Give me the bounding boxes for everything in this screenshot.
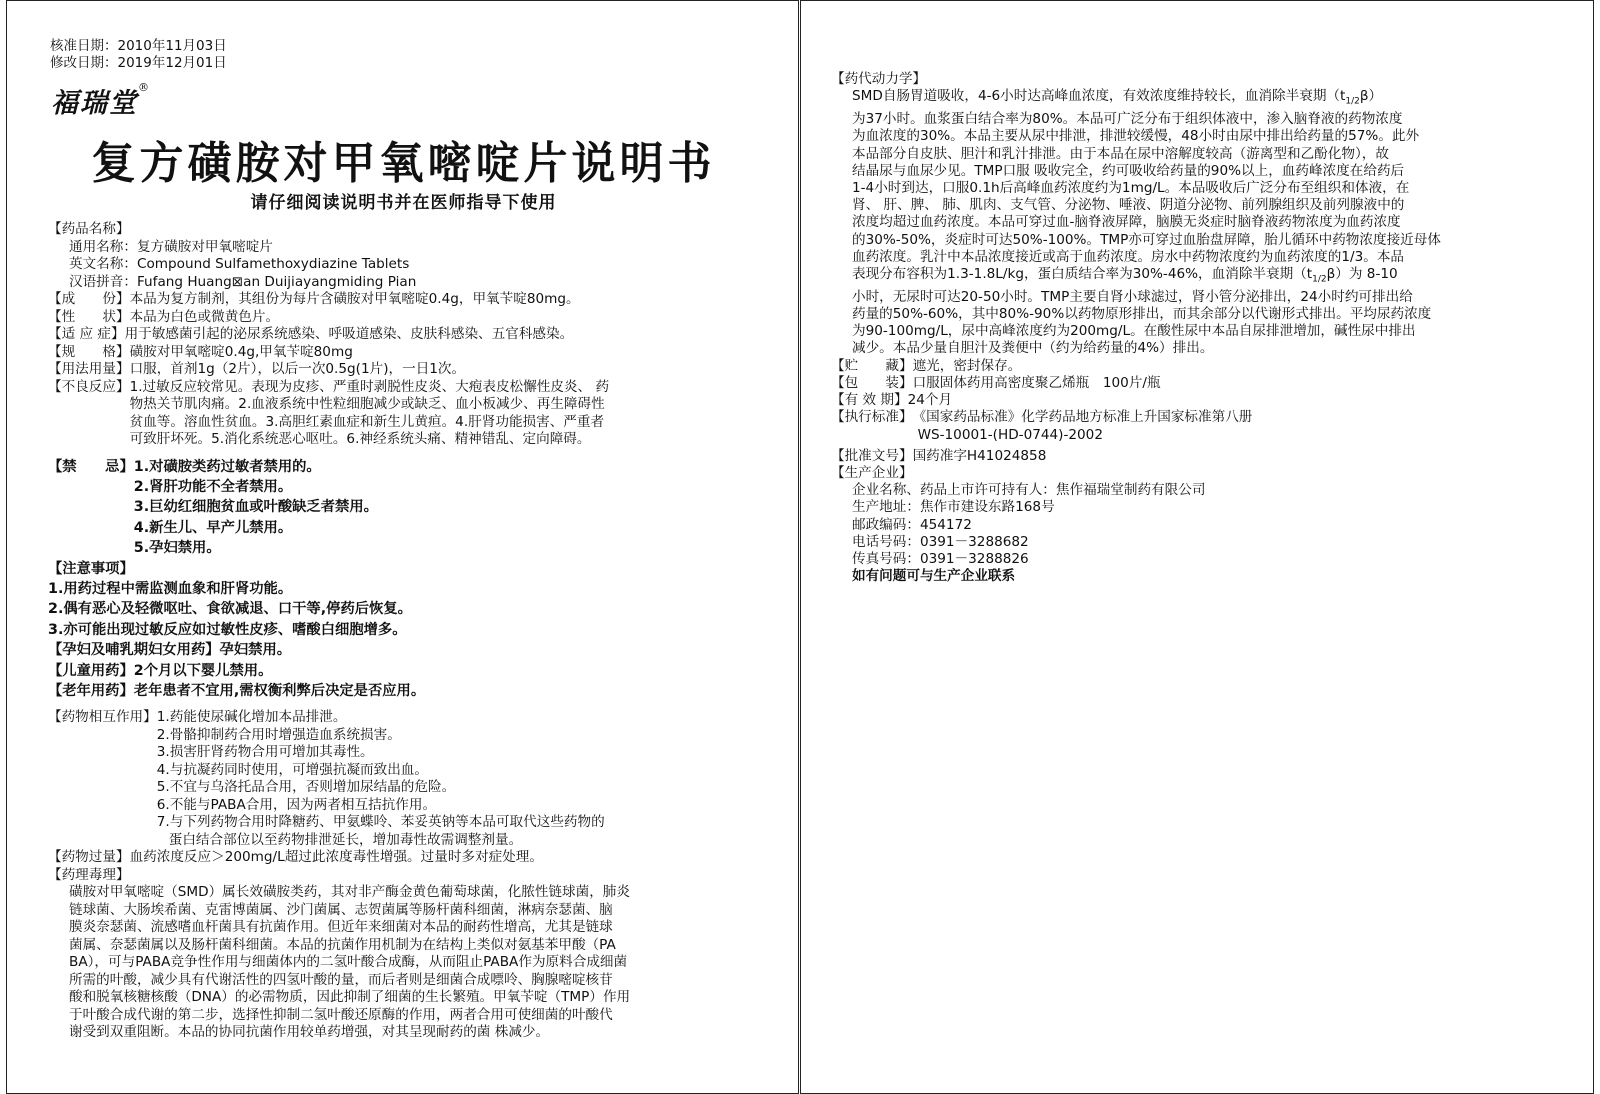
pk-line <box>852 88 1571 111</box>
spec-key: 【规 格】 <box>48 343 130 360</box>
section-indications <box>48 326 773 344</box>
half-life-subscript: 1/2 <box>1312 274 1327 285</box>
pk-line-text: β）为 8-10 <box>1326 265 1398 282</box>
right-page <box>800 0 1594 1094</box>
pharmacokinetics-heading: 【药代动力学】 <box>831 71 927 87</box>
precaution-item: 1.用药过程中需监测血象和肝肾功能。 <box>48 580 293 597</box>
adverse-line: 1.过敏反应较常见。表现为皮疹、严重时剥脱性皮炎、大疱表皮松懈性皮炎、 药 <box>129 378 610 395</box>
left-body <box>48 221 773 1042</box>
logo-text: 福瑞堂 <box>51 88 138 119</box>
interaction-item: 蛋白结合部位以至药物排泄延长，增加毒性故需调整剂量。 <box>168 831 523 848</box>
interaction-item: 2.骨骼抑制药合用时增强造血系统损害。 <box>156 726 401 743</box>
interaction-item: 7.与下列药物合用时降糖药、甲氨蝶呤、苯妥英钠等本品可取代这些药物的 <box>156 814 605 831</box>
interaction-item: 5.不宜与乌洛托品合用，否则增加尿结晶的危险。 <box>156 779 456 796</box>
elderly-use: 【老年用药】老年患者不宜用,需权衡利弊后决定是否应用。 <box>48 682 426 699</box>
pharmacology-line: BA），可与PABA竞争性作用与细菌体内的二氢叶酸合成酶，从而阻止PABA作为原料合成细菌 <box>69 954 628 971</box>
right-body <box>831 71 1571 585</box>
validity-value: 24个月 <box>907 392 953 409</box>
section-dosage <box>48 361 773 379</box>
standard-title: 《国家药品标准》化学药品地方标准上升国家标准第八册 <box>912 409 1253 426</box>
half-life-subscript: 1/2 <box>1345 96 1360 107</box>
approval-key: 【批准文号】 <box>831 447 913 464</box>
pk-line <box>852 266 1571 289</box>
standard-code: WS-10001-(HD-0744)-2002 <box>917 426 1103 443</box>
generic-name: 通用名称：复方磺胺对甲氧嘧啶片 <box>69 238 273 255</box>
pk-line-text: β） <box>1359 88 1383 105</box>
section-approval <box>831 448 1571 465</box>
overdose-key: 【药物过量】 <box>48 849 130 866</box>
contraindication-item: 5.孕妇禁用。 <box>133 540 221 557</box>
indications-value: 用于敏感菌引起的泌尿系统感染、呼吸道感染、皮肤科感染、五官科感染。 <box>124 326 574 342</box>
pharmacology-line: 谢受到双重阻断。本品的协同抗菌作用较单药增强，对其呈现耐药的菌 株减少。 <box>69 1024 550 1041</box>
pk-line: 小时，无尿时可达20-50小时。TMP主要自肾小球滤过，肾小管分泌排出，24小时约可排出给 <box>852 288 1413 305</box>
date-info <box>50 38 227 72</box>
precaution-item: 3.亦可能出现过敏反应如过敏性皮疹、嗜酸白细胞增多。 <box>48 621 407 638</box>
contraindications-key: 【禁 忌】 <box>48 458 134 475</box>
pk-line: 1-4小时到达，口服0.1h后高峰血药浓度约为1mg/L。本品吸收后广泛分布至组织和体液，在 <box>852 179 1410 196</box>
pk-line-text: SMD自肠胃道吸收，4-6小时达高峰血浓度，有效浓度维持较长，血消除半衰期（t <box>852 88 1346 105</box>
pharmacology-line: 膜炎奈瑟菌、流感嗜血杆菌具有抗菌作用。但近年来细菌对本品的耐药性增高，尤其是链球 <box>69 919 613 936</box>
children-use: 【儿童用药】2个月以下婴儿禁用。 <box>48 662 273 679</box>
pharmacokinetics-text <box>831 88 1571 357</box>
dosage-key: 【用法用量】 <box>48 361 130 377</box>
section-drug-name-heading: 【药品名称】 <box>48 221 130 237</box>
manufacturer-fax: 传真号码：0391－3288826 <box>852 550 1029 567</box>
contraindication-item: 4.新生儿、早产儿禁用。 <box>133 519 293 536</box>
manufacturer-postcode: 邮政编码：454172 <box>852 516 972 533</box>
storage-value: 遮光，密封保存。 <box>912 357 1022 374</box>
contact-note: 如有问题可与生产企业联系 <box>852 568 1016 585</box>
section-interactions <box>48 709 773 849</box>
contraindication-item: 1.对磺胺类药过敏者禁用的。 <box>133 458 321 475</box>
pk-line: 为血浓度的30%。本品主要从尿中排泄，排泄较缓慢，48小时由尿中排出给药量的57%。此外 <box>852 128 1420 145</box>
section-validity <box>831 392 1571 409</box>
manufacturer-address: 生产地址：焦作市建设东路168号 <box>852 499 1055 516</box>
interaction-item: 6.不能与PABA合用，因为两者相互拮抗作用。 <box>156 796 437 813</box>
appearance-value: 本品为白色或微黄色片。 <box>129 308 280 325</box>
section-contraindications <box>48 457 773 559</box>
dosage-value: 口服，首剂1g（2片），以后一次0.5g(1片)，一日1次。 <box>129 361 466 377</box>
spec-value: 磺胺对甲氧嘧啶0.4g,甲氧苄啶80mg <box>129 343 353 360</box>
left-page <box>6 0 799 1094</box>
contraindications-value <box>134 457 773 559</box>
pinyin-name: 汉语拼音：Fufang Huang⊠an Duijiayangmiding Pian <box>69 273 417 290</box>
manufacturer-phone: 电话号码：0391－3288682 <box>852 533 1029 550</box>
pharmacology-line: 菌属、奈瑟菌属以及肠杆菌科细菌。本品的抗菌作用机制为在结构上类似对氨基苯甲酸（PA <box>69 936 616 953</box>
precautions-heading: 【注意事项】 <box>48 560 134 577</box>
package-key: 【包 装】 <box>831 374 913 391</box>
pk-line: 本品部分自皮肤、胆汁和乳汁排泄。由于本品在尿中溶解度较高（游离型和乙酚化物），故 <box>852 145 1389 162</box>
approval-value: 国药准字H41024858 <box>912 447 1047 464</box>
validity-key: 【有 效 期】 <box>831 392 908 409</box>
pharmacology-heading: 【药理毒理】 <box>48 866 130 883</box>
pharmacology-line: 链球菌、大肠埃希菌、克雷博菌属、沙门菌属、志贺菌属等肠杆菌科细菌，淋病奈瑟菌、脑 <box>69 901 613 918</box>
interaction-item: 4.与抗凝药同时使用，可增强抗凝而致出血。 <box>156 761 428 778</box>
approval-date: 核准日期：2010年11月03日 <box>50 38 227 54</box>
document-title: 复方磺胺对甲氧嘧啶片说明书 <box>91 138 716 189</box>
pk-line: 结晶尿与血尿少见。TMP口服 吸收完全，约可吸收给药量的90%以上，血药峰浓度在给药后 <box>852 162 1405 179</box>
english-name: 英文名称：Compound Sulfamethoxydiazine Tablets <box>69 256 410 272</box>
section-appearance <box>48 309 773 327</box>
pk-line-text: 表现分布容积为1.3-1.8L/kg，蛋白质结合率为30%-46%，血消除半衰期（t <box>852 265 1313 282</box>
appearance-key: 【性 状】 <box>48 308 130 325</box>
manufacturer-info <box>831 482 1571 585</box>
pregnancy-use: 【孕妇及哺乳期妇女用药】孕妇禁用。 <box>48 642 292 659</box>
drug-name-block <box>48 239 773 292</box>
contraindication-item: 2.肾肝功能不全者禁用。 <box>133 478 293 495</box>
section-package <box>831 375 1571 392</box>
storage-key: 【贮 藏】 <box>831 357 913 374</box>
adverse-key: 【不良反应】 <box>48 378 130 395</box>
interaction-item: 1.药能使尿碱化增加本品排泄。 <box>156 709 347 726</box>
pharmacology-text <box>48 884 773 1042</box>
overdose-value: 血药浓度反应＞200mg/L超过此浓度毒性增强。过量时多对症处理。 <box>129 849 543 866</box>
section-storage <box>831 358 1571 375</box>
pharmacology-line: 酸和脱氧核糖核酸（DNA）的必需物质，因此抑制了细菌的生长繁殖。甲氧苄啶（TMP）作用 <box>69 989 631 1006</box>
section-standard <box>831 409 1571 443</box>
contraindication-item: 3.巨幼红细胞贫血或叶酸缺乏者禁用。 <box>133 499 378 516</box>
composition-value: 本品为复方制剂，其组份为每片含磺胺对甲氧嘧啶0.4g，甲氧苄啶80mg。 <box>129 291 580 307</box>
pk-line: 减少。本品少量自胆汁及粪便中（约为给药量的4%）排出。 <box>852 340 1214 357</box>
pk-line: 的30%-50%，炎症时可达50%-100%。TMP亦可穿过血胎盘屏障，胎儿循环中药物浓度接近母体 <box>852 231 1441 248</box>
pk-line: 血药浓度。乳汁中本品浓度接近或高于血药浓度。房水中药物浓度约为血药浓度的1/3。本品 <box>852 248 1405 265</box>
pk-line: 浓度均超过血药浓度。本品可穿过血-脑脊液屏障，脑膜无炎症时脑脊液药物浓度为血药浓度 <box>852 214 1401 231</box>
section-spec <box>48 344 773 362</box>
interactions-key: 【药物相互作用】 <box>48 709 157 726</box>
brand-logo <box>51 81 151 120</box>
adverse-value <box>130 379 773 449</box>
interaction-item: 3.损害肝肾药物合用可增加其毒性。 <box>156 744 374 761</box>
pharmacology-line: 于叶酸合成代谢的第二步，选择性抑制二氢叶酸还原酶的作用，两者合用可使细菌的叶酸代 <box>69 1006 613 1023</box>
section-overdose <box>48 849 773 867</box>
document-subtitle: 请仔细阅读说明书并在医师指导下使用 <box>250 193 557 213</box>
standard-value <box>913 409 1571 443</box>
registered-mark: ® <box>138 81 151 94</box>
revision-date: 修改日期：2019年12月01日 <box>50 55 227 71</box>
standard-key: 【执行标准】 <box>831 409 913 426</box>
manufacturer-name: 企业名称、药品上市许可持有人：焦作福瑞堂制药有限公司 <box>852 482 1206 499</box>
pk-line: 为37小时。血浆蛋白结合率为80%。本品可广泛分布于组织体液中，渗入脑脊液的药物浓度 <box>852 111 1403 128</box>
adverse-line: 贫血等。溶血性贫血。3.高胆红素血症和新生儿黄疸。4.肝肾功能损害、严重者 <box>129 413 605 430</box>
indications-key: 【适 应 症】 <box>48 326 125 342</box>
composition-key: 【成 份】 <box>48 291 130 307</box>
pk-line: 药量的50%-60%，其中80%-90%以药物原形排出，而其余部分以代谢形式排出。平均尿药浓度 <box>852 306 1432 323</box>
section-precautions <box>48 559 773 702</box>
pk-line: 为90-100mg/L，尿中高峰浓度约为200mg/L。在酸性尿中本品自尿排泄增加，碱性尿中排出 <box>852 323 1416 340</box>
pharmacology-line: 所需的叶酸，减少具有代谢活性的四氢叶酸的量，而后者则是细菌合成嘌呤、胸腺嘧啶核苷 <box>69 971 613 988</box>
interactions-value <box>157 709 773 849</box>
adverse-line: 物热关节肌肉痛。2.血液系统中性粒细胞减少或缺乏、血小板减少、再生障碍性 <box>129 396 605 412</box>
pharmacology-line: 磺胺对甲氧嘧啶（SMD）属长效磺胺类药，其对非产酶金黄色葡萄球菌，化脓性链球菌，肺炎 <box>69 884 630 901</box>
manufacturer-heading: 【生产企业】 <box>831 464 913 481</box>
package-value: 口服固体药用高密度聚乙烯瓶 100片/瓶 <box>912 374 1161 391</box>
adverse-line: 可致肝坏死。5.消化系统恶心呕吐。6.神经系统头痛、精神错乱、定向障碍。 <box>129 431 591 447</box>
section-adverse <box>48 379 773 449</box>
section-composition <box>48 291 773 309</box>
precaution-item: 2.偶有恶心及轻微呕吐、食欲减退、口干等,停药后恢复。 <box>48 601 412 618</box>
pk-line: 肾、 肝、脾、 肺、肌肉、支气管、分泌物、唾液、阴道分泌物、前列腺组织及前列腺液中的 <box>852 197 1405 214</box>
